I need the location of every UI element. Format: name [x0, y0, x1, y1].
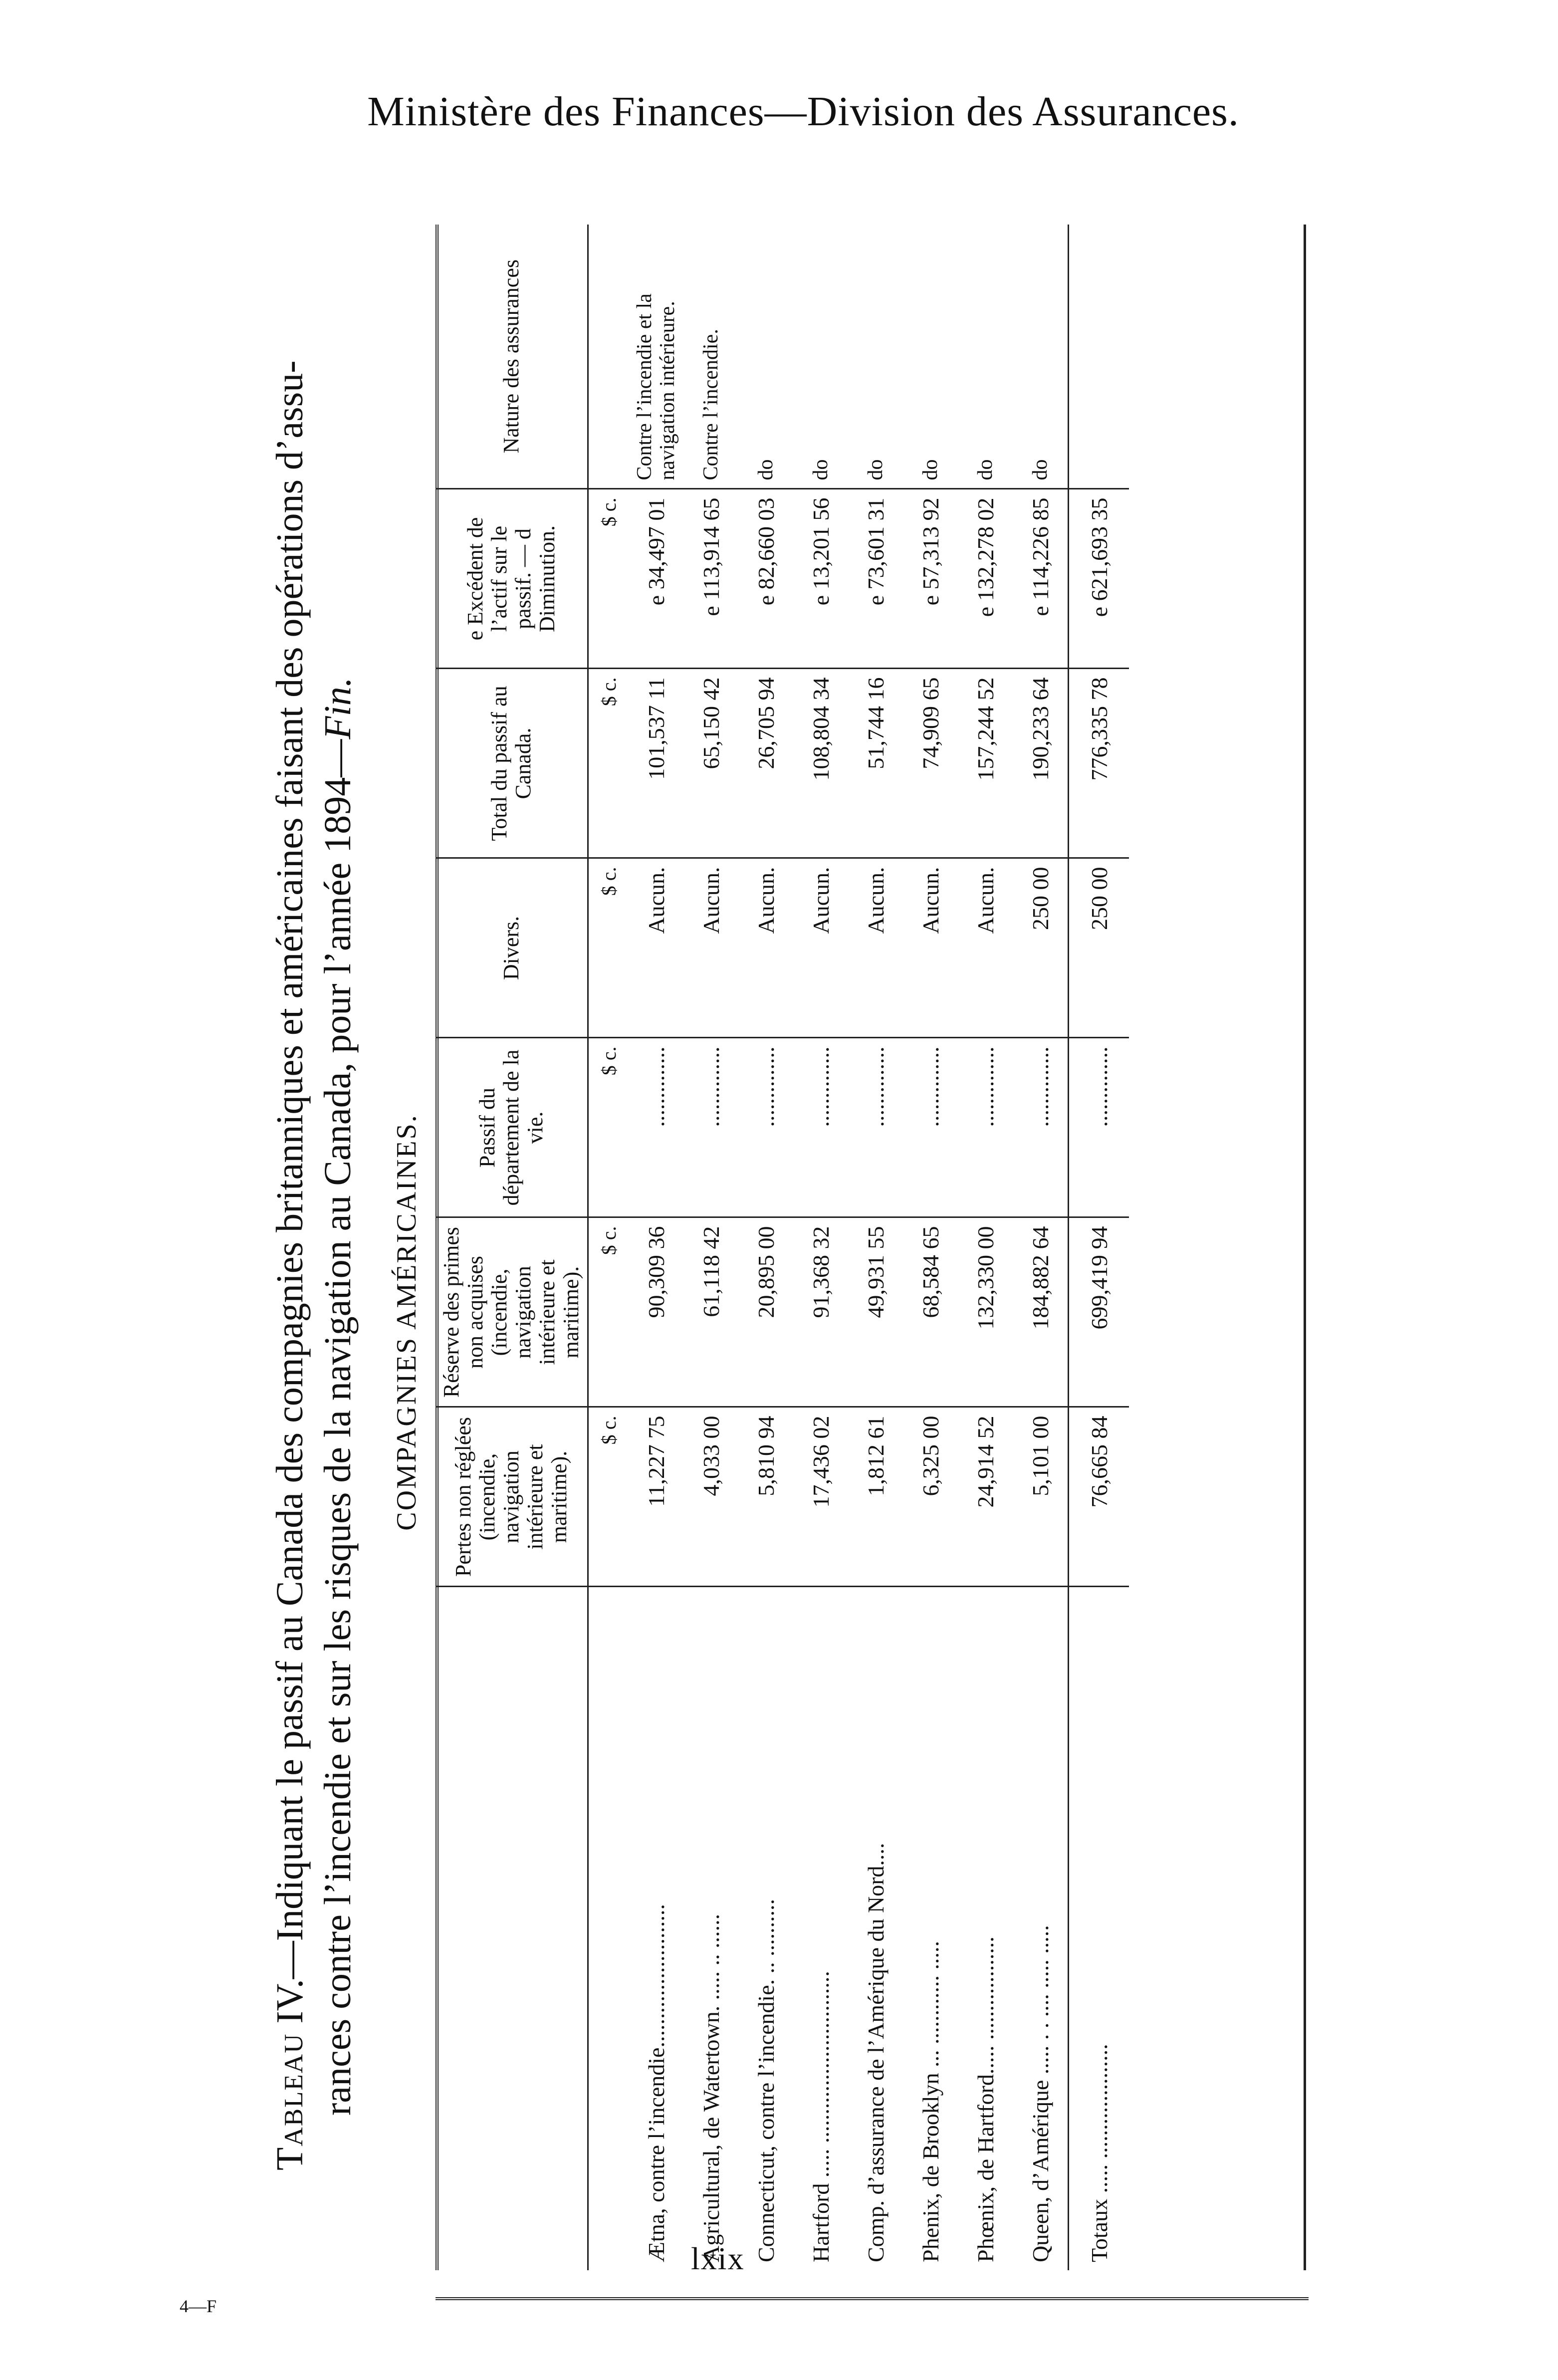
table-bottom-rule	[1304, 225, 1306, 2270]
table-subtitle: COMPAGNIES AMÉRICAINES.	[391, 1114, 422, 1531]
unit-cell: $ c.	[588, 858, 629, 1038]
title-text-2: rances contre l’incendie et sur les risques de la navigation au Canada, pour l’année 1894—	[317, 739, 359, 2116]
table-row	[958, 225, 1013, 2270]
cell-reserve: 61,118 42	[683, 1217, 738, 1407]
cell-pertes: 11,227 75	[629, 1407, 683, 1587]
cell-nature: do	[958, 225, 1013, 489]
table-row	[793, 225, 848, 2270]
col-header-reserve: Réserve des primes non acquises (incendie, navigation intérieure et maritime).	[436, 1217, 588, 1407]
col-header-pertes: Pertes non réglées (incendie, navigation intérieure et maritime).	[436, 1407, 588, 1587]
unit-cell: $ c.	[588, 1217, 629, 1407]
cell-name: Comp. d’assurance de l’Amérique du Nord....	[863, 1843, 889, 2262]
col-header-divers: Divers.	[436, 858, 588, 1038]
cell-vie: ..............	[1013, 1038, 1069, 1217]
cell-excedent: e 113,914 65	[683, 489, 738, 669]
table-row	[738, 225, 793, 2270]
frame-line	[436, 2297, 1309, 2300]
cell-reserve: 20,895 00	[738, 1217, 793, 1407]
unit-cell: $ c.	[588, 1407, 629, 1587]
cell-excedent: e 13,201 56	[793, 489, 848, 669]
header-row	[436, 225, 588, 2270]
cell-pertes: 1,812 61	[848, 1407, 903, 1587]
cell-total: 74,909 65	[903, 669, 958, 858]
col-header-nature: Nature des assurances	[436, 225, 588, 489]
cell-excedent: e 57,313 92	[903, 489, 958, 669]
cell-nature: do	[903, 225, 958, 489]
rotated-page-content	[196, 0, 1558, 2320]
cell-excedent: e 34,497 01	[629, 489, 683, 669]
cell-reserve: 699,419 94	[1069, 1217, 1129, 1407]
table-row	[683, 225, 738, 2270]
cell-divers: Aucun.	[848, 858, 903, 1038]
col-header-total: Total du passif au Canada.	[436, 669, 588, 858]
cell-total: 51,744 16	[848, 669, 903, 858]
col-header-company	[436, 1587, 588, 2270]
cell-total: 190,233 64	[1013, 669, 1069, 858]
cell-divers: 250 00	[1013, 858, 1069, 1038]
cell-name: Queen, d’Amérique ..... . . .... ..... .....	[1027, 1925, 1053, 2262]
cell-reserve: 49,931 55	[848, 1217, 903, 1407]
title-fin: Fin.	[317, 677, 359, 739]
cell-excedent: e 132,278 02	[958, 489, 1013, 669]
cell-vie: ..............	[903, 1038, 958, 1217]
unit-cell: $ c.	[588, 1038, 629, 1217]
cell-reserve: 68,584 65	[903, 1217, 958, 1407]
unit-cell: $ c.	[588, 489, 629, 669]
cell-pertes: 24,914 52	[958, 1407, 1013, 1587]
cell-name: Ætna, contre l’incendie.........................	[643, 1904, 669, 2262]
cell-divers: Aucun.	[958, 858, 1013, 1038]
running-head: Ministère des Finances—Division des Assurances.	[367, 88, 1239, 135]
title-line-2	[314, 75, 362, 2170]
cell-name: Phenix, de Brooklyn ... ............ .....	[917, 1941, 943, 2262]
cell-excedent: e 114,226 85	[1013, 489, 1069, 669]
cell-excedent: e 82,660 03	[738, 489, 793, 669]
title-text-1: IV.—Indiquant le passif au Canada des compagnies britanniques et américaines faisant des opérations d’assu-	[269, 360, 311, 2033]
cell-pertes: 76,665 84	[1069, 1407, 1129, 1587]
totals-row	[1069, 225, 1129, 2270]
signature-mark	[180, 2285, 217, 2320]
cell-total: 157,244 52	[958, 669, 1013, 858]
cell-nature: Contre l’incendie et la navigation intérieure.	[629, 225, 683, 489]
cell-reserve: 184,882 64	[1013, 1217, 1069, 1407]
cell-vie: ..............	[848, 1038, 903, 1217]
cell-nature: Contre l’incendie.	[683, 225, 738, 489]
cell-excedent: e 73,601 31	[848, 489, 903, 669]
cell-vie: ..............	[683, 1038, 738, 1217]
cell-pertes: 6,325 00	[903, 1407, 958, 1587]
cell-vie: ..............	[1069, 1038, 1129, 1217]
table-title	[266, 75, 362, 2170]
cell-divers: Aucun.	[903, 858, 958, 1038]
cell-divers: Aucun.	[629, 858, 683, 1038]
cell-divers: Aucun.	[738, 858, 793, 1038]
cell-vie: ..............	[793, 1038, 848, 1217]
signature-letter: F	[207, 2296, 217, 2316]
title-label: Tableau	[269, 2033, 311, 2170]
table-row	[903, 225, 958, 2270]
cell-pertes: 5,810 94	[738, 1407, 793, 1587]
cell-name: Totaux ..... ....................	[1069, 1587, 1129, 2270]
col-header-excedent: e Excédent de l’actif sur le passif. — d Diminution.	[436, 489, 588, 669]
cell-divers: Aucun.	[683, 858, 738, 1038]
cell-total: 101,537 11	[629, 669, 683, 858]
cell-divers: 250 00	[1069, 858, 1129, 1038]
cell-pertes: 5,101 00	[1013, 1407, 1069, 1587]
cell-total: 65,150 42	[683, 669, 738, 858]
cell-name: Hartford ..... ..............................	[808, 1971, 834, 2262]
col-header-vie: Passif du département de la vie.	[436, 1038, 588, 1217]
title-line-1	[266, 75, 314, 2170]
table-row	[848, 225, 903, 2270]
cell-name: Connecticut, contre l’incendie. .. ..........	[753, 1899, 779, 2262]
liability-table	[436, 225, 1129, 2270]
unit-cell	[588, 1587, 629, 2270]
signature-number: 4—	[180, 2296, 207, 2316]
page-number: lxix	[691, 2241, 745, 2276]
cell-name: Phœnix, de Hartford..... ..................	[972, 1936, 998, 2262]
unit-cell: $ c.	[588, 669, 629, 858]
cell-total: 776,335 78	[1069, 669, 1129, 858]
cell-nature: do	[1013, 225, 1069, 489]
cell-pertes: 4,033 00	[683, 1407, 738, 1587]
cell-reserve: 90,309 36	[629, 1217, 683, 1407]
cell-nature: do	[793, 225, 848, 489]
cell-nature: do	[848, 225, 903, 489]
cell-vie: ..............	[738, 1038, 793, 1217]
table-row	[629, 225, 683, 2270]
cell-vie: ..............	[958, 1038, 1013, 1217]
cell-nature	[1069, 225, 1129, 489]
cell-total: 108,804 34	[793, 669, 848, 858]
cell-excedent: e 621,693 35	[1069, 489, 1129, 669]
cell-pertes: 17,436 02	[793, 1407, 848, 1587]
table-body	[588, 225, 1129, 2270]
cell-total: 26,705 94	[738, 669, 793, 858]
cell-name: Agricultural, de Watertown. ..... .. ......	[698, 1913, 724, 2262]
unit-cell	[588, 225, 629, 489]
cell-nature: do	[738, 225, 793, 489]
cell-reserve: 91,368 32	[793, 1217, 848, 1407]
cell-reserve: 132,330 00	[958, 1217, 1013, 1407]
units-row	[588, 225, 629, 2270]
cell-vie: ..............	[629, 1038, 683, 1217]
table-row	[1013, 225, 1069, 2270]
cell-divers: Aucun.	[793, 858, 848, 1038]
